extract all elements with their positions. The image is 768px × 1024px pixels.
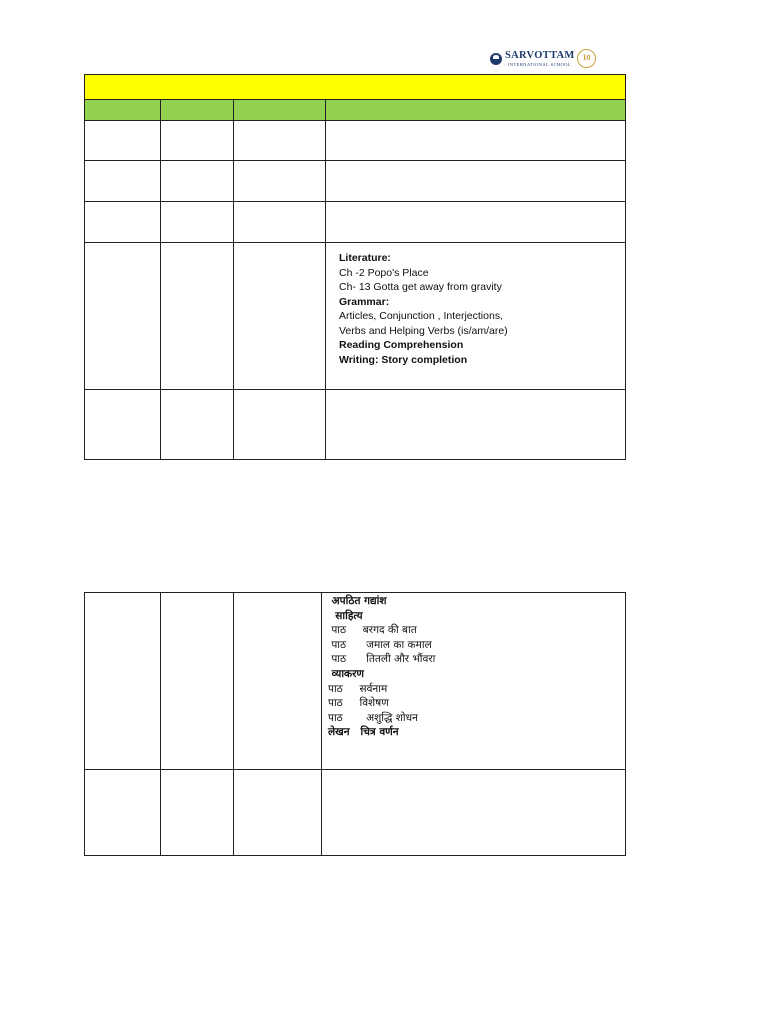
hindi-syllabus-line: पाठ अशुद्धि शोधन bbox=[328, 711, 418, 724]
hindi-syllabus-line: पाठ जमाल का कमाल bbox=[328, 638, 432, 651]
logo-subtitle: INTERNATIONAL SCHOOL bbox=[508, 62, 571, 67]
syllabus-table-hindi bbox=[84, 592, 626, 856]
table-cell bbox=[161, 161, 234, 202]
table-row bbox=[85, 161, 626, 202]
syllabus-cell-hindi bbox=[322, 593, 626, 770]
table-cell bbox=[85, 390, 161, 460]
logo-emblem-icon bbox=[490, 53, 502, 65]
hindi-syllabus-list bbox=[322, 593, 625, 740]
table-header-row bbox=[85, 100, 626, 121]
table-cell bbox=[161, 243, 234, 390]
english-syllabus-line: Ch -2 Popo's Place bbox=[339, 266, 429, 279]
table-cell bbox=[85, 121, 161, 161]
table-cell bbox=[161, 121, 234, 161]
table-cell bbox=[234, 770, 322, 856]
syllabus-cell-english bbox=[326, 243, 626, 390]
english-syllabus-line: Verbs and Helping Verbs (is/am/are) bbox=[339, 324, 508, 337]
hindi-syllabus-line: लेखन चित्र वर्णन bbox=[328, 726, 399, 739]
table-row bbox=[85, 770, 626, 856]
table-title-cell bbox=[85, 75, 626, 100]
table-row-hindi-syllabus bbox=[85, 593, 626, 770]
table-cell bbox=[161, 593, 234, 770]
english-syllabus-line: Ch- 13 Gotta get away from gravity bbox=[339, 281, 502, 293]
english-syllabus-line: Reading Comprehension bbox=[339, 339, 464, 351]
header-cell bbox=[85, 100, 161, 121]
table-row-english-syllabus bbox=[85, 243, 626, 390]
header-cell bbox=[326, 100, 626, 121]
table-cell bbox=[326, 202, 626, 243]
school-logo bbox=[488, 48, 600, 72]
english-syllabus-list bbox=[326, 243, 625, 367]
table-cell bbox=[234, 202, 326, 243]
table-cell bbox=[85, 770, 161, 856]
table-title-row bbox=[85, 75, 626, 100]
table-cell bbox=[234, 121, 326, 161]
header-cell bbox=[161, 100, 234, 121]
table-cell bbox=[326, 161, 626, 202]
table-cell bbox=[161, 770, 234, 856]
hindi-syllabus-line: व्याकरण bbox=[328, 667, 365, 680]
english-syllabus-line: Writing: Story completion bbox=[339, 353, 468, 366]
table-row bbox=[85, 390, 626, 460]
table-row bbox=[85, 202, 626, 243]
logo-name: SARVOTTAM bbox=[505, 50, 575, 61]
table-cell bbox=[234, 161, 326, 202]
english-syllabus-line: Literature: bbox=[339, 252, 391, 264]
syllabus-table-english bbox=[84, 74, 626, 460]
table-cell bbox=[326, 390, 626, 460]
hindi-syllabus-line: पाठ विशेषण bbox=[328, 697, 389, 710]
table-cell bbox=[161, 202, 234, 243]
table-cell bbox=[234, 243, 326, 390]
table-cell bbox=[234, 390, 326, 460]
table-cell bbox=[161, 390, 234, 460]
table-cell bbox=[85, 161, 161, 202]
english-syllabus-line: Articles, Conjunction , Interjections, bbox=[339, 310, 503, 322]
anniversary-seal-icon: 10 bbox=[577, 49, 596, 68]
header-cell bbox=[234, 100, 326, 121]
hindi-syllabus-line: पाठ तितली और भौंवरा bbox=[328, 653, 436, 666]
table-cell bbox=[85, 202, 161, 243]
table-row bbox=[85, 121, 626, 161]
table-cell bbox=[85, 593, 161, 770]
english-syllabus-line: Grammar: bbox=[339, 295, 390, 308]
table-cell bbox=[322, 770, 626, 856]
table-cell bbox=[234, 593, 322, 770]
hindi-syllabus-line: साहित्य bbox=[328, 609, 363, 622]
hindi-syllabus-line: अपठित गद्यांश bbox=[328, 595, 387, 607]
hindi-syllabus-line: पाठ सर्वनाम bbox=[328, 682, 388, 695]
table-cell bbox=[326, 121, 626, 161]
table-cell bbox=[85, 243, 161, 390]
hindi-syllabus-line: पाठ बरगद की बात bbox=[328, 624, 417, 637]
